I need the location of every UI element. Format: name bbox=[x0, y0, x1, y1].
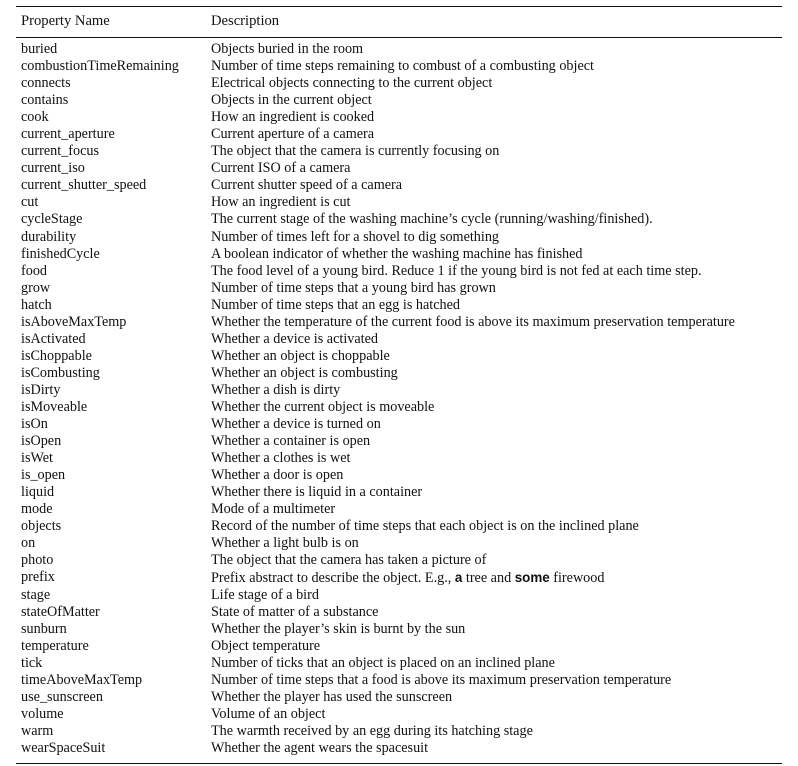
table-row bbox=[16, 552, 782, 569]
description-cell: Number of time steps that a young bird has grown bbox=[211, 279, 496, 296]
property-name-cell: isActivated bbox=[21, 330, 86, 347]
description-cell: Objects in the current object bbox=[211, 92, 372, 109]
table-row bbox=[16, 604, 782, 621]
property-name-cell: current_focus bbox=[21, 143, 99, 160]
table-row bbox=[16, 263, 782, 280]
description-cell: How an ingredient is cut bbox=[211, 194, 351, 211]
description-cell: Life stage of a bird bbox=[211, 586, 319, 603]
property-name-cell: temperature bbox=[21, 637, 89, 654]
description-cell: How an ingredient is cooked bbox=[211, 109, 375, 126]
description-cell: Whether the current object is moveable bbox=[211, 398, 435, 415]
description-text: Prefix abstract to describe the object. E.g., bbox=[211, 570, 455, 587]
property-name-cell: stateOfMatter bbox=[21, 603, 100, 620]
table-row bbox=[16, 160, 782, 177]
table-row bbox=[16, 211, 782, 228]
property-name-cell: volume bbox=[21, 705, 64, 722]
description-cell: Current ISO of a camera bbox=[211, 160, 351, 177]
table-row bbox=[16, 246, 782, 263]
property-name-cell: cut bbox=[21, 194, 39, 211]
property-name-cell: mode bbox=[21, 501, 53, 518]
description-text: tree and bbox=[462, 570, 515, 587]
table-row bbox=[16, 229, 782, 246]
property-name-cell: finishedCycle bbox=[21, 245, 100, 262]
property-name-cell: isDirty bbox=[21, 381, 61, 398]
property-name-cell: prefix bbox=[21, 569, 55, 586]
property-table bbox=[16, 6, 782, 764]
table-row bbox=[16, 433, 782, 450]
table-row bbox=[16, 689, 782, 706]
property-name-cell: sunburn bbox=[21, 620, 67, 637]
table-row bbox=[16, 297, 782, 314]
description-cell: Whether the player has used the sunscreen bbox=[211, 688, 453, 705]
property-name-cell: isAboveMaxTemp bbox=[21, 313, 127, 330]
table-bottom-rule bbox=[16, 763, 782, 764]
property-name-cell: isMoveable bbox=[21, 398, 88, 415]
property-name-cell: isCombusting bbox=[21, 364, 100, 381]
table-row bbox=[16, 382, 782, 399]
table-row bbox=[16, 75, 782, 92]
description-cell: Whether the agent wears the spacesuit bbox=[211, 739, 429, 756]
table-row bbox=[16, 535, 782, 552]
table-row bbox=[16, 518, 782, 535]
description-cell: Mode of a multimeter bbox=[211, 501, 336, 518]
description-cell bbox=[206, 569, 782, 586]
table-row bbox=[16, 672, 782, 689]
description-cell: Number of time steps remaining to combust of a combusting object bbox=[211, 58, 594, 75]
description-cell: Current shutter speed of a camera bbox=[211, 177, 403, 194]
property-name-cell: connects bbox=[21, 75, 71, 92]
description-cell: Whether a door is open bbox=[211, 467, 344, 484]
table-row bbox=[16, 348, 782, 365]
description-cell: Whether a clothes is wet bbox=[211, 450, 351, 467]
description-cell: Whether a container is open bbox=[211, 433, 371, 450]
description-cell: Whether an object is choppable bbox=[211, 347, 390, 364]
description-cell: A boolean indicator of whether the washing machine has finished bbox=[211, 245, 583, 262]
description-cell: Current aperture of a camera bbox=[211, 126, 375, 143]
property-name-cell: use_sunscreen bbox=[21, 688, 103, 705]
property-name-cell: isChoppable bbox=[21, 347, 92, 364]
table-row bbox=[16, 587, 782, 604]
table-row bbox=[16, 416, 782, 433]
property-name-cell: food bbox=[21, 262, 48, 279]
table-row bbox=[16, 177, 782, 194]
description-cell: Whether the player’s skin is burnt by the sun bbox=[211, 620, 466, 637]
property-name-cell: tick bbox=[21, 654, 43, 671]
description-cell: Volume of an object bbox=[211, 705, 326, 722]
description-cell: The food level of a young bird. Reduce 1 if the young bird is not fed at each time step. bbox=[211, 262, 702, 279]
description-text: firewood bbox=[549, 570, 605, 587]
property-name-cell: durability bbox=[21, 228, 77, 245]
table-row bbox=[16, 706, 782, 723]
description-cell: Object temperature bbox=[211, 637, 321, 654]
table-row bbox=[16, 655, 782, 672]
description-bold-text: some bbox=[514, 570, 550, 586]
table-row bbox=[16, 280, 782, 297]
description-cell: Whether a light bulb is on bbox=[211, 535, 359, 552]
property-name-cell: current_iso bbox=[21, 160, 85, 177]
description-cell: The warmth received by an egg during its hatching stage bbox=[211, 722, 533, 739]
property-name-cell: objects bbox=[21, 518, 62, 535]
table-row bbox=[16, 484, 782, 501]
property-name-cell: current_aperture bbox=[21, 126, 115, 143]
property-name-cell: photo bbox=[21, 552, 54, 569]
description-cell: The object that the camera is currently focusing on bbox=[211, 143, 500, 160]
property-name-cell: stage bbox=[21, 586, 51, 603]
table-row bbox=[16, 314, 782, 331]
description-cell: Electrical objects connecting to the current object bbox=[211, 75, 493, 92]
table-row bbox=[16, 143, 782, 160]
header-property-name: Property Name bbox=[21, 13, 110, 29]
description-cell: Number of time steps that an egg is hatched bbox=[211, 296, 461, 313]
table-row bbox=[16, 501, 782, 518]
table-row bbox=[16, 621, 782, 638]
description-cell: Whether a dish is dirty bbox=[211, 381, 341, 398]
table-row bbox=[16, 41, 782, 58]
description-cell: The current stage of the washing machine’s cycle (running/washing/finished). bbox=[211, 211, 653, 228]
property-name-cell: isOpen bbox=[21, 433, 62, 450]
table-row bbox=[16, 109, 782, 126]
description-cell: Number of times left for a shovel to dig something bbox=[211, 228, 500, 245]
table-row bbox=[16, 58, 782, 75]
property-name-cell: hatch bbox=[21, 296, 52, 313]
table-row bbox=[16, 740, 782, 757]
table-row bbox=[16, 365, 782, 382]
description-bold-text: a bbox=[454, 570, 463, 586]
description-cell: Whether an object is combusting bbox=[211, 364, 398, 381]
table-row bbox=[16, 638, 782, 655]
property-name-cell: on bbox=[21, 535, 36, 552]
table-row bbox=[16, 126, 782, 143]
description-cell: Whether the temperature of the current food is above its maximum preservation temperature bbox=[211, 313, 735, 330]
property-name-cell: contains bbox=[21, 92, 69, 109]
property-name-cell: cook bbox=[21, 109, 49, 126]
table-row bbox=[16, 92, 782, 109]
table-row bbox=[16, 450, 782, 467]
description-cell: State of matter of a substance bbox=[211, 603, 379, 620]
table-row bbox=[16, 194, 782, 211]
property-name-cell: timeAboveMaxTemp bbox=[21, 671, 143, 688]
description-cell: Number of time steps that a food is above its maximum preservation temperature bbox=[211, 671, 672, 688]
property-name-cell: isOn bbox=[21, 416, 48, 433]
header-description: Description bbox=[211, 13, 280, 29]
property-name-cell: current_shutter_speed bbox=[21, 177, 147, 194]
property-name-cell: is_open bbox=[21, 467, 66, 484]
property-name-cell: combustionTimeRemaining bbox=[21, 58, 179, 75]
property-name-cell: wearSpaceSuit bbox=[21, 739, 106, 756]
description-cell: The object that the camera has taken a picture of bbox=[211, 552, 487, 569]
table-row bbox=[16, 399, 782, 416]
description-cell: Number of ticks that an object is placed on an inclined plane bbox=[211, 654, 555, 671]
table-body bbox=[16, 38, 782, 757]
table-header-row bbox=[16, 7, 782, 30]
description-cell: Objects buried in the room bbox=[211, 41, 364, 57]
table-row bbox=[16, 467, 782, 484]
property-name-cell: cycleStage bbox=[21, 211, 83, 228]
table-row bbox=[16, 723, 782, 740]
table-row bbox=[16, 569, 782, 586]
table-row bbox=[16, 331, 782, 348]
property-name-cell: warm bbox=[21, 722, 54, 739]
property-name-cell: liquid bbox=[21, 484, 55, 501]
property-name-cell: buried bbox=[21, 41, 58, 57]
property-name-cell: isWet bbox=[21, 450, 53, 467]
description-cell: Record of the number of time steps that each object is on the inclined plane bbox=[211, 518, 639, 535]
description-cell: Whether a device is turned on bbox=[211, 416, 381, 433]
property-name-cell: grow bbox=[21, 279, 51, 296]
description-cell: Whether a device is activated bbox=[211, 330, 379, 347]
description-cell: Whether there is liquid in a container bbox=[211, 484, 423, 501]
